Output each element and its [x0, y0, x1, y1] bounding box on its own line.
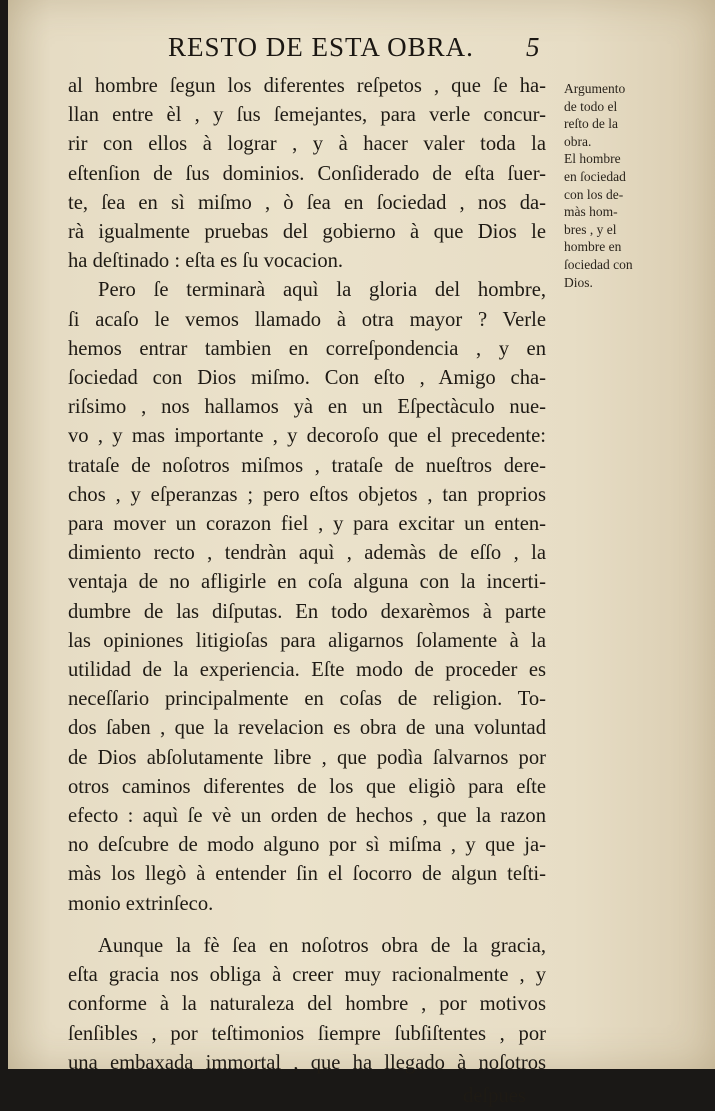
text-line: dos ſaben , que la revelacion es obra de una voluntad [68, 717, 546, 740]
margin-note-line: con los de- [564, 186, 624, 202]
text-line: hemos entrar tambien en correſpondencia , y en [68, 337, 546, 360]
text-line: ventaja de no afligirle en coſa alguna con la incerti- [68, 571, 546, 594]
text-line: monio extrinſeco. [68, 892, 214, 915]
margin-note-line: màs hom- [564, 204, 618, 220]
text-line: Pero ſe terminarà aquì la gloria del hombre, [98, 279, 546, 302]
margin-note-line: Dios. [564, 274, 593, 290]
text-line: riſsimo , nos hallamos yà en un Eſpectàculo nue- [68, 396, 546, 419]
text-line: te, ſea en sì miſmo , ò ſea en ſociedad , nos da- [68, 191, 546, 214]
running-header [168, 32, 588, 63]
text-line: neceſſario principalmente en coſas de religion. To- [68, 688, 546, 711]
text-line: efecto : aquì ſe vè un orden de hechos , que la razon [68, 805, 546, 828]
text-line: al hombre ſegun los diferentes reſpetos , que ſe ha- [68, 75, 546, 97]
margin-note-line: en ſociedad [564, 168, 626, 184]
text-line: dimiento recto , tendràn aquì , ademàs de eſſo , la [68, 542, 546, 565]
margin-note-line: El hombre [564, 151, 621, 167]
text-line: eſta gracia nos obliga à creer muy racionalmente , y [68, 964, 546, 987]
text-line: rà igualmente pruebas del gobierno à que Dios le [68, 221, 546, 244]
catchword: deſpues [463, 1084, 526, 1107]
paragraph-gap [68, 919, 546, 932]
margin-note-line: obra. [564, 133, 592, 149]
text-line: ha deſtinado : eſta es ſu vocacion. [68, 250, 344, 273]
text-line: ſi acaſo le vemos llamado à otra mayor ? Verle [68, 308, 546, 331]
paragraph-3 [68, 932, 546, 1078]
text-line: ſenſibles , por teſtimonios ſiempre ſubſiſtentes , por [68, 1022, 546, 1045]
text-line: màs los llegò à entender ſin el ſocorro de algun teſti- [68, 863, 546, 886]
text-line: utilidad de la experiencia. Eſte modo de proceder es [68, 659, 546, 682]
margin-note-line: bres , y el [564, 221, 617, 237]
text-line: otros caminos diferentes de los que eligiò para eſte [68, 775, 546, 798]
margin-note-line: hombre en [564, 239, 622, 255]
text-line: eſtenſion de ſus dominios. Conſiderado de eſta ſuer- [68, 162, 546, 185]
text-line: llan entre èl , y ſus ſemejantes, para verle concur- [68, 104, 546, 127]
header-title: RESTO DE ESTA OBRA. [168, 32, 474, 62]
text-line: de Dios abſolutamente libre , que podìa ſalvarnos por [68, 746, 546, 769]
paragraph-1 [68, 72, 546, 276]
page-number: 5 [526, 32, 541, 62]
text-line: una embaxada immortal , que ha llegado à noſotros [68, 1051, 546, 1074]
margin-note-line: de todo el [564, 98, 618, 114]
text-line: chos , y eſperanzas ; pero eſtos objetos , tan proprios [68, 483, 546, 506]
text-line: para mover un corazon fiel , y para excitar un enten- [68, 513, 546, 536]
text-line: rir con ellos à lograr , y à hacer valer toda la [68, 133, 546, 156]
text-line: conforme à la naturaleza del hombre , por motivos [68, 993, 546, 1016]
margin-note-line: Argumento [564, 81, 626, 96]
text-line: trataſe de noſotros miſmos , trataſe de nueſtros dere- [68, 454, 546, 477]
paragraph-2 [68, 276, 546, 918]
text-line: vo , y mas importante , y decoroſo que el precedente: [68, 425, 546, 448]
text-line: Aunque la fè ſea en noſotros obra de la gracia, [98, 934, 546, 957]
text-line: no deſcubre de modo alguno por sì miſma , y que ja- [68, 834, 546, 857]
margin-note-line: reſto de la [564, 116, 618, 132]
text-line: dumbre de las diſputas. En todo dexarèmos à parte [68, 600, 546, 623]
margin-note [564, 80, 684, 291]
book-page [8, 0, 715, 1107]
body-text [68, 72, 546, 1111]
text-line: las opiniones litigioſas para aligarnos ſolamente à la [68, 629, 546, 652]
text-line: ſociedad con Dios miſmo. Con eſto , Amigo cha- [68, 367, 546, 390]
margin-note-line: ſociedad con [564, 256, 633, 272]
